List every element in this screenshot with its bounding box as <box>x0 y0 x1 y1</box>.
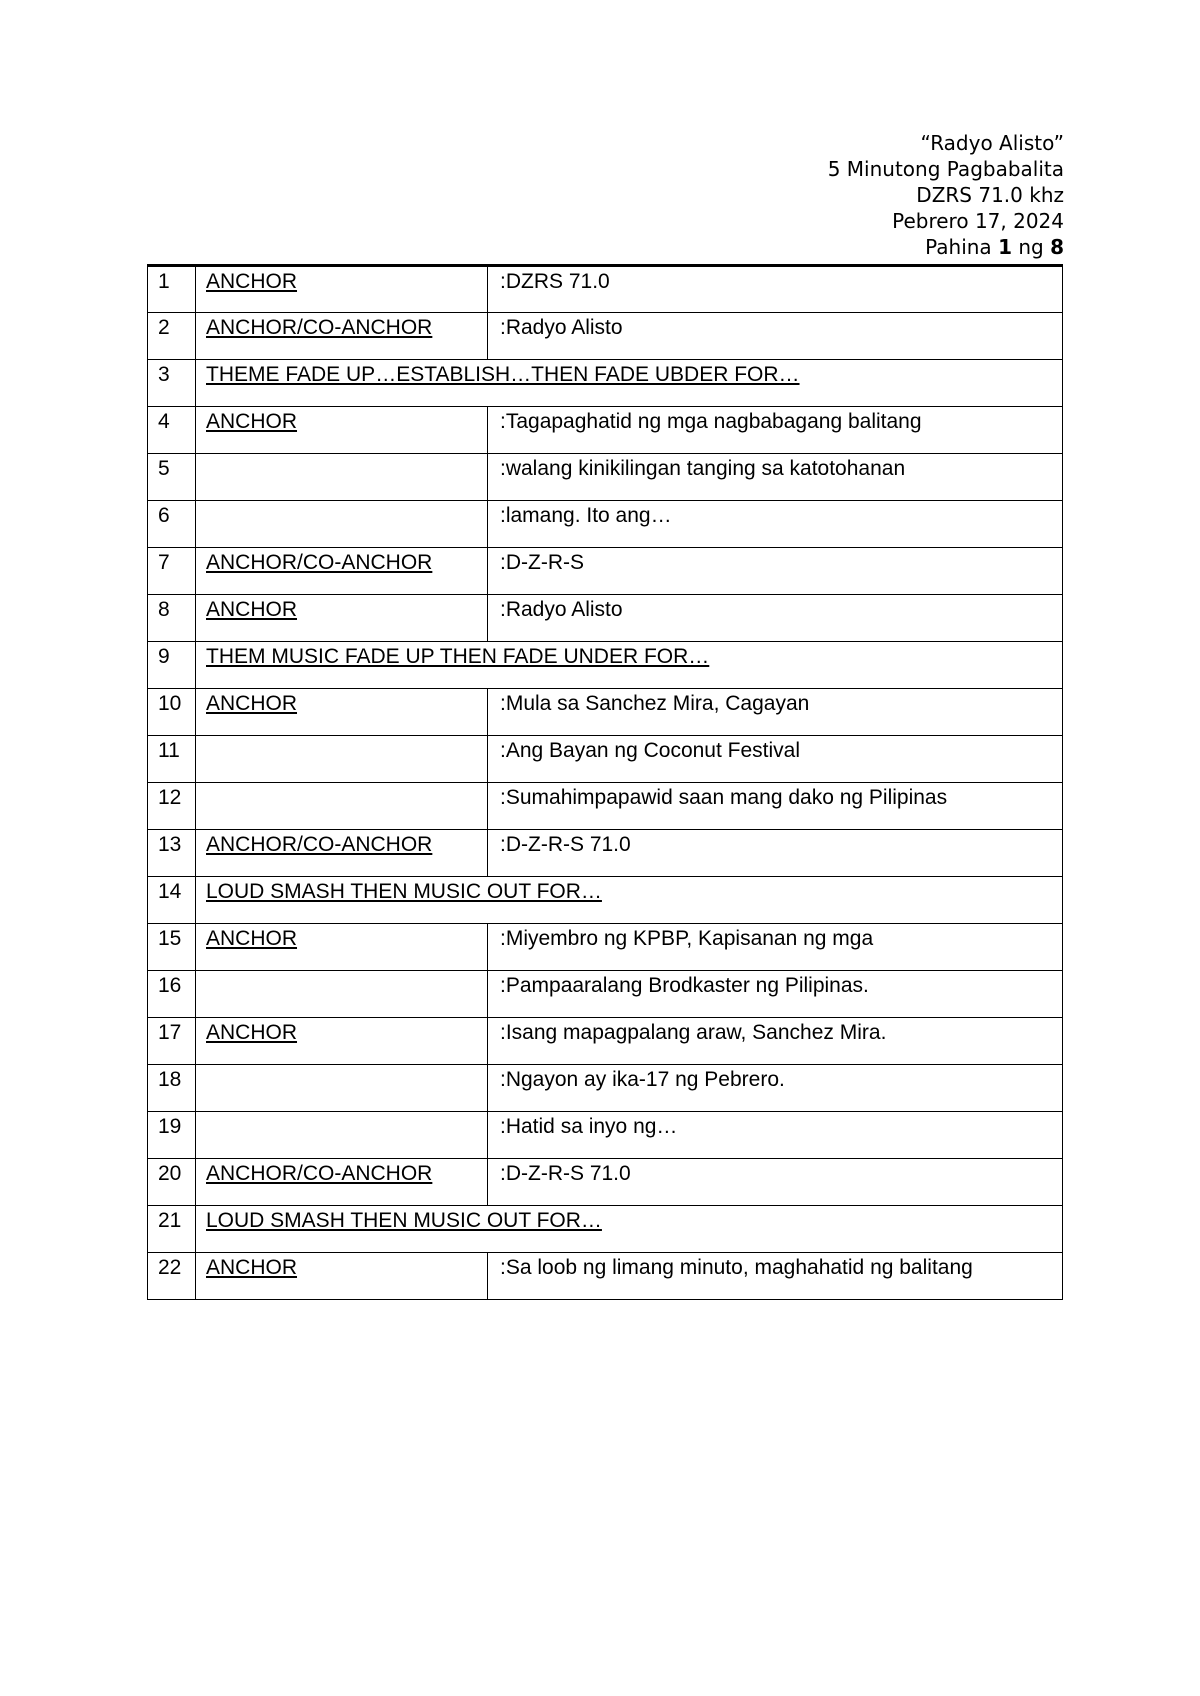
table-row <box>148 548 1063 595</box>
row-number: 16 <box>148 971 196 1018</box>
table-row <box>148 830 1063 877</box>
speaker-cell <box>196 971 488 1018</box>
script-line: :D-Z-R-S <box>488 548 1063 595</box>
speaker-cell <box>196 454 488 501</box>
row-number: 17 <box>148 1018 196 1065</box>
table-row <box>148 1112 1063 1159</box>
table-row <box>148 1253 1063 1300</box>
production-cue: THEM MUSIC FADE UP THEN FADE UNDER FOR… <box>196 642 1063 689</box>
row-number: 5 <box>148 454 196 501</box>
table-row <box>148 736 1063 783</box>
page-prefix: Pahina <box>925 235 992 259</box>
table-row <box>148 689 1063 736</box>
radio-script-table <box>147 264 1063 1300</box>
table-row <box>148 313 1063 360</box>
script-line: :Miyembro ng KPBP, Kapisanan ng mga <box>488 924 1063 971</box>
table-row <box>148 266 1063 313</box>
script-line: :D-Z-R-S 71.0 <box>488 830 1063 877</box>
table-row <box>148 501 1063 548</box>
script-line: :Hatid sa inyo ng… <box>488 1112 1063 1159</box>
script-line: :Ngayon ay ika-17 ng Pebrero. <box>488 1065 1063 1112</box>
table-row <box>148 1206 1063 1253</box>
speaker-cell <box>196 783 488 830</box>
row-number: 22 <box>148 1253 196 1300</box>
speaker-cell: ANCHOR/CO-ANCHOR <box>196 830 488 877</box>
script-line: :Isang mapagpalang araw, Sanchez Mira. <box>488 1018 1063 1065</box>
production-cue: LOUD SMASH THEN MUSIC OUT FOR… <box>196 1206 1063 1253</box>
document-header <box>828 130 1064 260</box>
row-number: 9 <box>148 642 196 689</box>
script-table-body <box>148 266 1063 1300</box>
speaker-cell: ANCHOR/CO-ANCHOR <box>196 548 488 595</box>
script-line: :Radyo Alisto <box>488 313 1063 360</box>
table-row <box>148 877 1063 924</box>
script-line: :Tagapaghatid ng mga nagbabagang balitang <box>488 407 1063 454</box>
table-row <box>148 971 1063 1018</box>
row-number: 15 <box>148 924 196 971</box>
row-number: 2 <box>148 313 196 360</box>
speaker-cell <box>196 1112 488 1159</box>
table-row <box>148 642 1063 689</box>
page-separator: ng <box>1018 235 1044 259</box>
row-number: 20 <box>148 1159 196 1206</box>
broadcast-date: Pebrero 17, 2024 <box>892 209 1064 233</box>
page-total: 8 <box>1050 235 1064 259</box>
speaker-cell: ANCHOR <box>196 266 488 313</box>
speaker-cell: ANCHOR/CO-ANCHOR <box>196 1159 488 1206</box>
row-number: 4 <box>148 407 196 454</box>
script-line: :lamang. Ito ang… <box>488 501 1063 548</box>
page-current: 1 <box>998 235 1012 259</box>
station-frequency: DZRS 71.0 khz <box>916 183 1064 207</box>
row-number: 1 <box>148 266 196 313</box>
row-number: 14 <box>148 877 196 924</box>
program-title: “Radyo Alisto” <box>920 131 1064 155</box>
speaker-cell: ANCHOR <box>196 407 488 454</box>
script-line: :Sumahimpapawid saan mang dako ng Pilipinas <box>488 783 1063 830</box>
script-line: :Pampaaralang Brodkaster ng Pilipinas. <box>488 971 1063 1018</box>
row-number: 6 <box>148 501 196 548</box>
script-line: :Ang Bayan ng Coconut Festival <box>488 736 1063 783</box>
row-number: 8 <box>148 595 196 642</box>
table-row <box>148 924 1063 971</box>
row-number: 19 <box>148 1112 196 1159</box>
speaker-cell: ANCHOR <box>196 924 488 971</box>
table-row <box>148 454 1063 501</box>
table-row <box>148 1065 1063 1112</box>
row-number: 18 <box>148 1065 196 1112</box>
row-number: 13 <box>148 830 196 877</box>
row-number: 11 <box>148 736 196 783</box>
speaker-cell <box>196 501 488 548</box>
table-row <box>148 595 1063 642</box>
table-row <box>148 360 1063 407</box>
row-number: 12 <box>148 783 196 830</box>
table-row <box>148 783 1063 830</box>
speaker-cell <box>196 1065 488 1112</box>
speaker-cell: ANCHOR <box>196 1018 488 1065</box>
speaker-cell: ANCHOR <box>196 689 488 736</box>
row-number: 21 <box>148 1206 196 1253</box>
script-line: :walang kinikilingan tanging sa katotohanan <box>488 454 1063 501</box>
speaker-cell: ANCHOR <box>196 1253 488 1300</box>
speaker-cell: ANCHOR/CO-ANCHOR <box>196 313 488 360</box>
speaker-cell: ANCHOR <box>196 595 488 642</box>
row-number: 7 <box>148 548 196 595</box>
script-line: :DZRS 71.0 <box>488 266 1063 313</box>
row-number: 3 <box>148 360 196 407</box>
table-row <box>148 1159 1063 1206</box>
script-line: :Radyo Alisto <box>488 595 1063 642</box>
row-number: 10 <box>148 689 196 736</box>
table-row <box>148 407 1063 454</box>
speaker-cell <box>196 736 488 783</box>
production-cue: THEME FADE UP…ESTABLISH…THEN FADE UBDER FOR… <box>196 360 1063 407</box>
script-line: :D-Z-R-S 71.0 <box>488 1159 1063 1206</box>
table-row <box>148 1018 1063 1065</box>
script-line: :Sa loob ng limang minuto, maghahatid ng balitang <box>488 1253 1063 1300</box>
page-indicator <box>828 234 1064 260</box>
segment-title: 5 Minutong Pagbabalita <box>827 157 1064 181</box>
production-cue: LOUD SMASH THEN MUSIC OUT FOR… <box>196 877 1063 924</box>
script-line: :Mula sa Sanchez Mira, Cagayan <box>488 689 1063 736</box>
